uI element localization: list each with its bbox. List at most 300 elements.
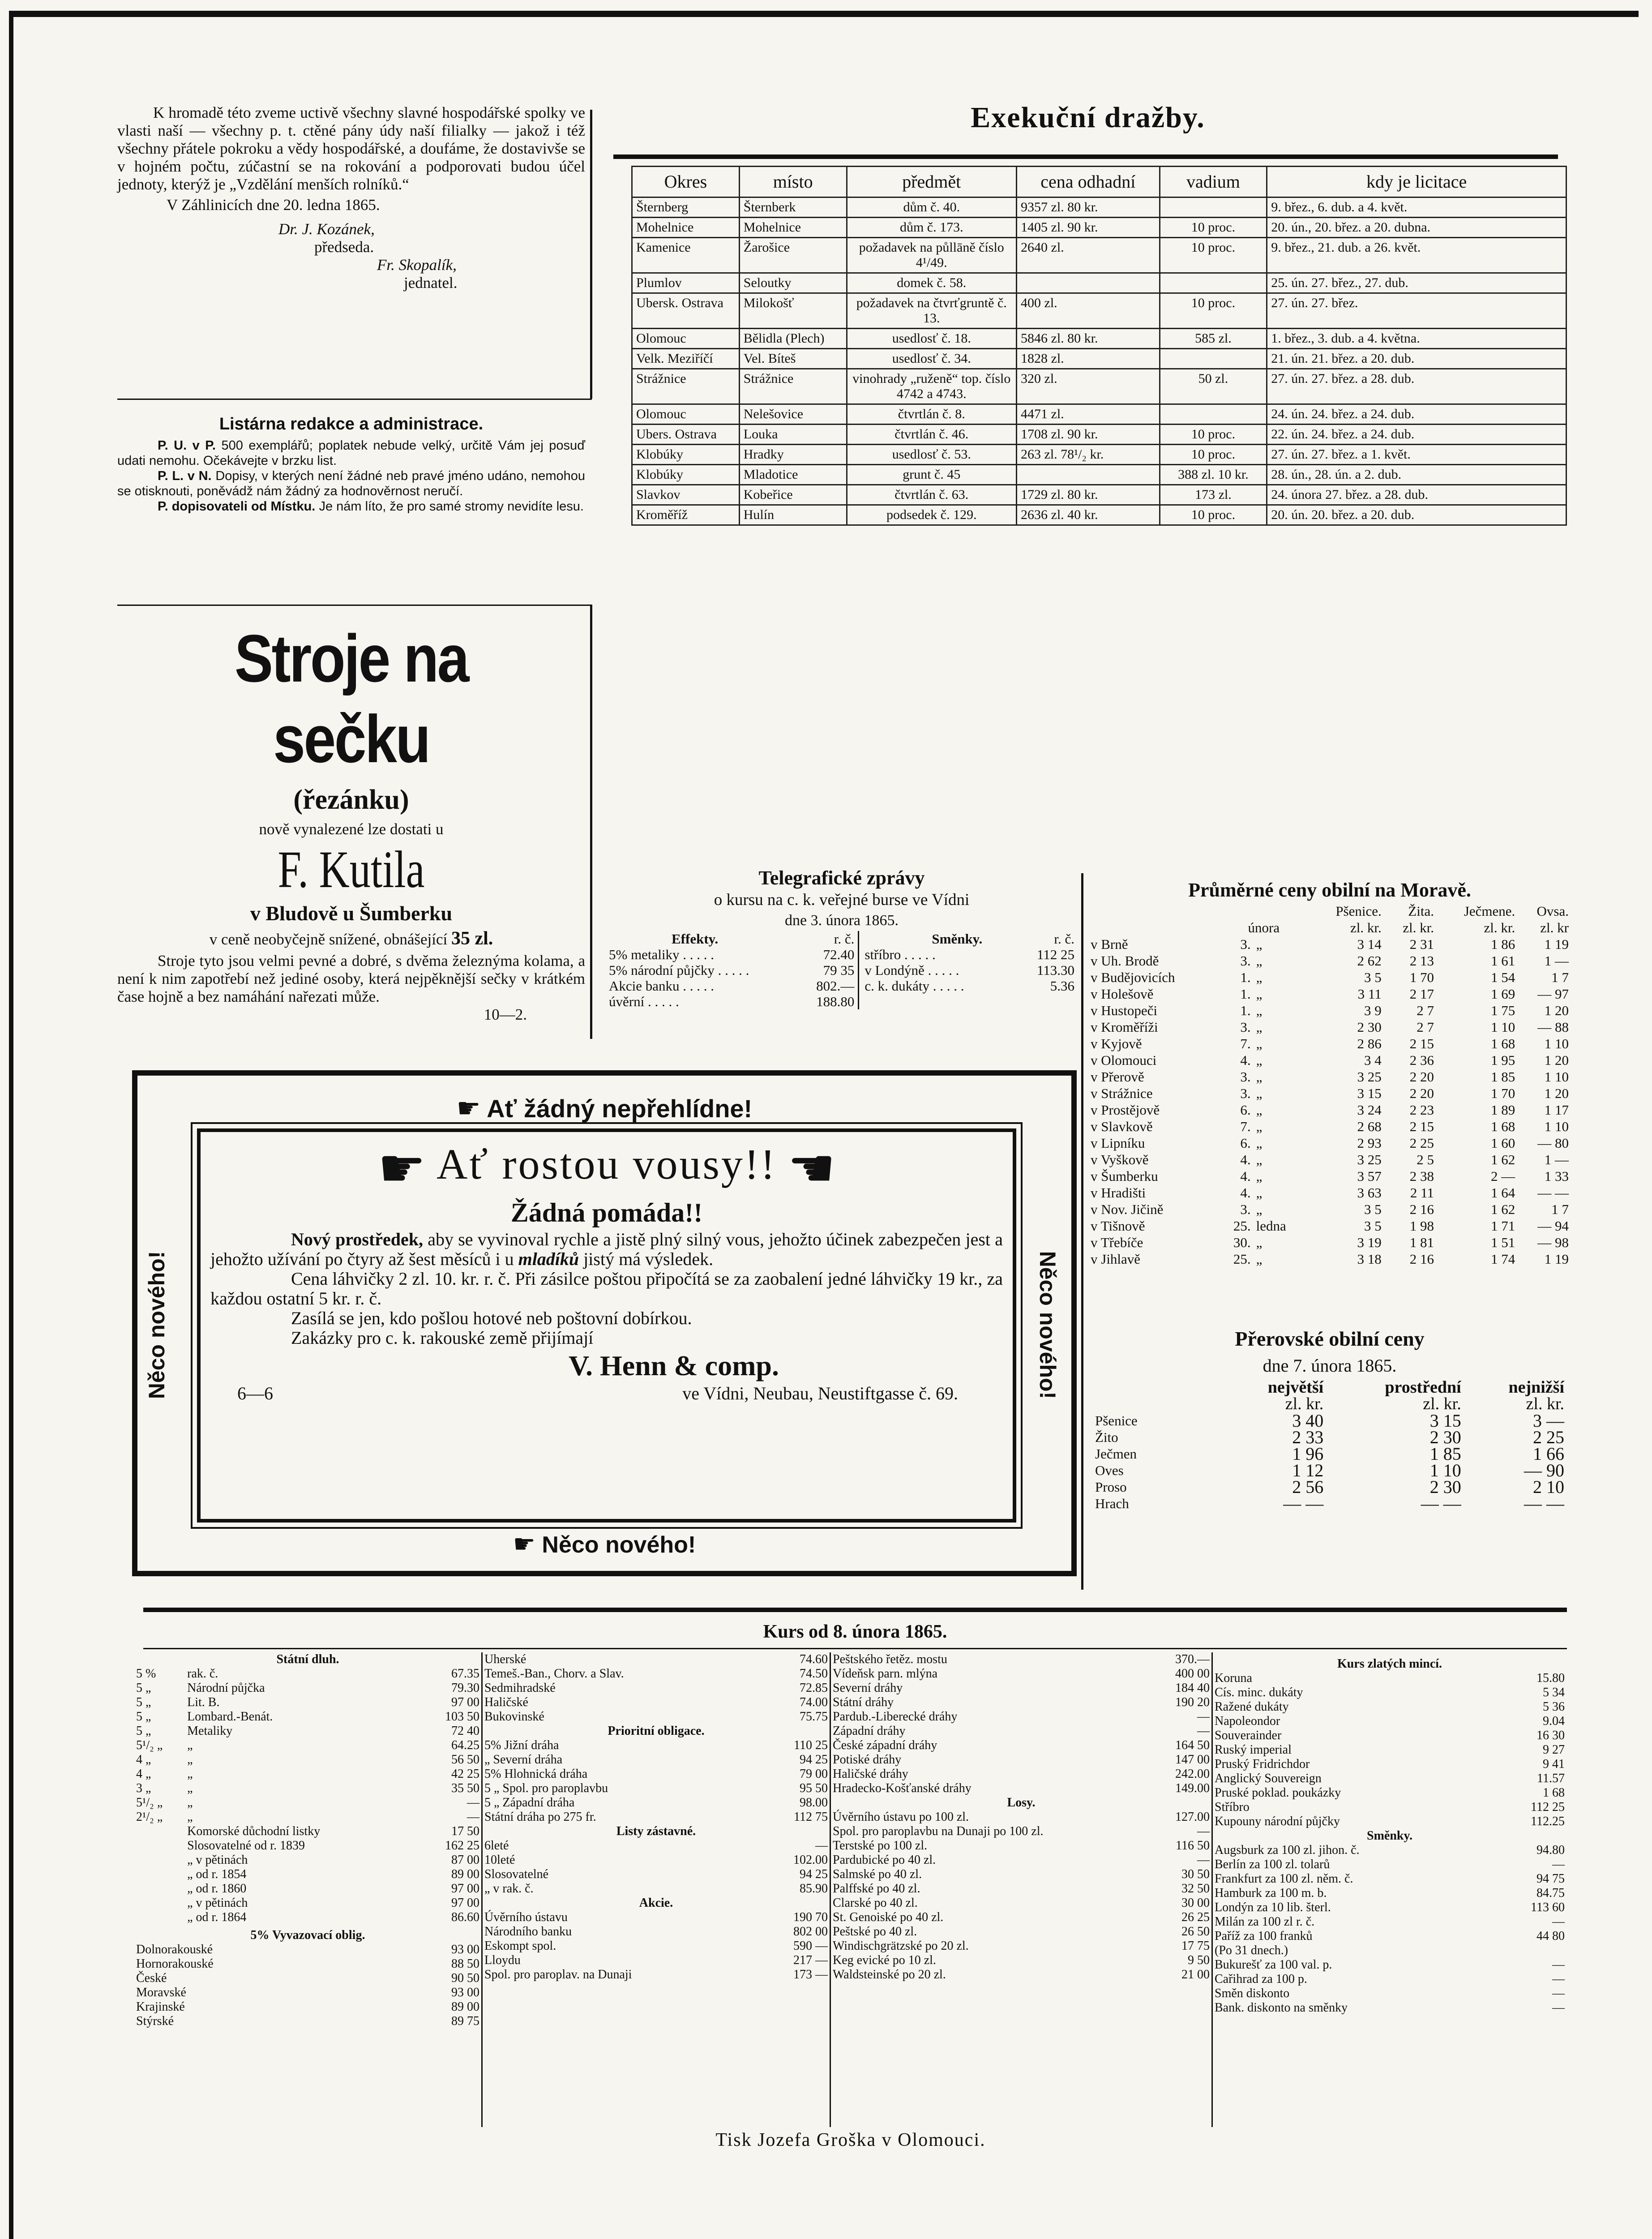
exec-cell: čtvrtlán č. 63. (847, 485, 1016, 505)
kurs-col3-row-label: Státní dráhy (833, 1695, 894, 1709)
exec-cell: čtvrtlán č. 46. (847, 425, 1016, 445)
signer-1: Dr. J. Kozánek, (278, 220, 375, 238)
exec-cell: Klobúky (632, 445, 740, 465)
grain-moravia-body (1088, 936, 1571, 1267)
grain-moravia-row (1088, 969, 1571, 986)
kurs-col4b-row-value: — (1552, 1986, 1565, 2000)
telegraph-left-item (609, 962, 854, 978)
kurs-col1-row-value: 89 00 (451, 1867, 479, 1881)
telegraph-left-item-label: 5% metaliky . . . . . (609, 947, 715, 962)
kurs-col4b-row (1213, 1958, 1566, 1972)
exec-cell: 27. ún. 27. břez. (1267, 293, 1566, 329)
kurs-col1-row (134, 1667, 481, 1681)
kurs-col1-row-rate: 5 „ (136, 1724, 151, 1738)
kurs-col1-row-value: 42 25 (451, 1767, 479, 1781)
vousy-top-banner (358, 1093, 851, 1124)
gm-month: „ (1256, 1119, 1263, 1134)
exec-cell: 9357 zl. 80 kr. (1017, 197, 1160, 218)
exec-cell: usedlosť č. 34. (847, 349, 1016, 369)
kurs-col4-row (1213, 1771, 1566, 1786)
gm-month: „ (1256, 1052, 1263, 1068)
gm-price: 1 64 (1491, 1185, 1515, 1201)
gp-price: 1 10 (1429, 1460, 1461, 1480)
kurs-col3b-row-value: 127.00 (1175, 1810, 1210, 1824)
role-2: jednatel. (404, 274, 458, 292)
kurs-col1-sub: 5% Vyvazovací oblig. (250, 1928, 365, 1942)
gm-month: „ (1256, 1152, 1263, 1167)
kurs-col4b-row (1213, 1986, 1566, 2001)
telegraph-right-list (865, 947, 1074, 994)
exec-cell: Kroměříž (632, 505, 740, 525)
kurs-col3-row-value: 164 50 (1175, 1738, 1210, 1752)
kurs-col1-row-rate: 5 % (136, 1667, 156, 1681)
kurs-col1-head: Státní dluh. (276, 1652, 339, 1666)
kurs-col3b-row-label: Pardubické po 40 zl. (833, 1853, 936, 1867)
kurs-col1-row-label: „ (187, 1810, 193, 1824)
kurs-col1-row-rate (134, 1853, 185, 1867)
exec-cell: 320 zl. (1017, 369, 1160, 404)
kurs-col1-row-label: „ od r. 1864 (187, 1910, 247, 1924)
kurs-col1-row (134, 1853, 481, 1867)
exec-h-okres: Okres (632, 167, 740, 197)
kurs-col2c-body (483, 1839, 830, 1896)
kurs-col3-row-label: Haličské dráhy (833, 1767, 908, 1781)
exec-row (632, 404, 1566, 425)
kurs-col3b-row-label: Waldsteinské po 20 zl. (833, 1968, 946, 1982)
kurs-col1b-row-value: 89 00 (451, 2000, 479, 2014)
kurs-col2d-row (483, 1939, 830, 1953)
grain-prerov-row (1092, 1479, 1567, 1495)
kurs-col4b-row-label: Hamburk za 100 m. b. (1215, 1886, 1327, 1900)
appeal-text: K hromadě této zveme uctivě všechny slavné hospodářské spolky ve vlasti naší — všechny p. t. ctěné pány údy naší filialky — jakož i též všechny přátele pokroku a vědy hospodářské, a doufáme, že dostavivše se v hojném počtu, zúčastní se na rokování a podporovati budou účel jednoty, kterýž je „Vzdělání menších rolníků.“ (117, 104, 585, 193)
telegraph-left-item-value: 802.— (816, 978, 855, 994)
kurs-col3-row-label: Hradecko-Košťanské dráhy (833, 1781, 972, 1795)
kurs-col2-row-label: Bukovinské (484, 1710, 544, 1724)
exec-cell: 263 zl. 78¹/₂ kr. (1017, 445, 1160, 465)
kurs-col3-row-value: — (1197, 1710, 1210, 1724)
vousy-top-banner-text: Ať žádný nepřehlídne! (487, 1094, 753, 1123)
kurs-col1-row (134, 1867, 481, 1882)
gm-price: 2 62 (1357, 953, 1382, 969)
kurs-col4b-row-value: — (1552, 1972, 1565, 1986)
exec-cell: Vel. Bíteš (739, 349, 847, 369)
kurs-col3-body (831, 1652, 1211, 1796)
gm-town: v Jihlavě (1091, 1251, 1141, 1267)
gm-price: 2 13 (1409, 953, 1434, 969)
grain-moravia-row (1088, 936, 1571, 952)
gm-price: — 80 (1537, 1135, 1569, 1151)
kurs-col4b-row-label: Cařihrad za 100 p. (1215, 1972, 1307, 1986)
kurs-col2-sub3: Akcie. (639, 1896, 673, 1910)
kurs-col4b-row (1213, 1915, 1566, 1929)
kurs-col1b-row-label: Dolnorakouské (136, 1943, 213, 1956)
kurs-col1-row (134, 1710, 481, 1724)
stroje-sub: (řezánku) (293, 785, 409, 815)
gm-month: „ (1256, 953, 1263, 969)
exec-cell: 173 zl. (1160, 485, 1267, 505)
kurs-col1-row (134, 1882, 481, 1896)
signer-2: Fr. Skopalík, (377, 256, 457, 274)
kurs-col2d-row-label: Spol. pro paroplav. na Dunaji (484, 1968, 632, 1982)
kurs-col2b-row-value: 110 25 (794, 1738, 828, 1752)
gm-month: „ (1256, 1235, 1263, 1250)
kurs-col2d-row-value: 802 00 (793, 1925, 828, 1939)
gm-price: 1 51 (1491, 1235, 1515, 1250)
telegraph-left-item (609, 947, 854, 962)
exec-row (632, 425, 1566, 445)
listarna-item-2 (117, 468, 585, 499)
telegraph-left-item-label: 5% národní půjčky . . . . . (609, 962, 749, 978)
gp-price: — — (1283, 1493, 1324, 1514)
kurs-col1-row-value: 72 40 (451, 1724, 479, 1738)
gm-day: 3. (1240, 953, 1251, 969)
kurs-col1-row-value: — (467, 1810, 479, 1824)
kurs-col3b-row-value: 9 50 (1188, 1953, 1210, 1967)
kurs-col2-row-label: Sedmihradské (484, 1681, 556, 1695)
grain-moravia-row (1088, 1035, 1571, 1052)
kurs-col1b-row-label: Krajinské (136, 2000, 185, 2014)
kurs-col-3 (831, 1652, 1213, 2127)
gp-crop: Ječmen (1095, 1446, 1137, 1462)
kurs-col2-body (483, 1652, 830, 1724)
gp-price: 2 30 (1429, 1427, 1461, 1447)
kurs-col2c-row-label: Slosovatelné (484, 1867, 549, 1881)
kurs-col4-row-value: 9.04 (1543, 1714, 1565, 1728)
kurs-col3b-row-value: — (1197, 1853, 1210, 1867)
kurs-col3-row-label: Severní dráhy (833, 1681, 903, 1695)
stroje-rule (117, 605, 592, 606)
kurs-col3b-row-value: 26 25 (1181, 1910, 1210, 1924)
exec-cell: usedlosť č. 53. (847, 445, 1016, 465)
exec-cell: 10 proc. (1160, 505, 1267, 525)
kurs-col2d-row-value: 190 70 (793, 1910, 828, 1924)
gm-price: 3 57 (1357, 1168, 1382, 1184)
kurs-col4-row-value: 112.25 (1531, 1814, 1565, 1828)
gm-price: 2 86 (1357, 1036, 1382, 1051)
grain-moravia-row (1088, 1251, 1571, 1267)
footer-imprint: Tisk Jozefa Groška v Olomouci. (715, 2130, 986, 2150)
kurs-col1-row-value: 86.60 (451, 1910, 479, 1924)
role-1: předseda. (314, 238, 374, 256)
exec-top-rule (613, 154, 1558, 159)
gm-price: 2 11 (1410, 1185, 1434, 1201)
gm-day: 3. (1240, 1201, 1251, 1217)
exec-cell: Hulín (739, 505, 847, 525)
exec-cell: 50 zl. (1160, 369, 1267, 404)
telegraph-left-item (609, 978, 854, 994)
listarna-item-3-text: Je nám líto, že pro samé stromy nevidíte lesu. (319, 499, 584, 514)
gm-month: „ (1256, 1003, 1263, 1018)
kurs-col4b-row-value: — (1552, 1857, 1565, 1871)
listarna-item-1 (117, 438, 585, 468)
gm-day: 1. (1240, 986, 1251, 1002)
exec-cell: Kobeřice (739, 485, 847, 505)
grain-moravia-row (1088, 1234, 1571, 1251)
gp-h-3: nejnižší (1508, 1378, 1564, 1397)
exec-cell: Olomouc (632, 329, 740, 349)
kurs-col1-row-rate: 4 „ (136, 1753, 151, 1767)
kurs-col3b-row (831, 1824, 1211, 1839)
kurs-col1-row-value: 97 00 (451, 1896, 479, 1910)
kurs-col1-row-rate: 5 „ (136, 1710, 151, 1724)
exec-cell: vinohrady „ruženě“ top. číslo 4742 a 4743. (847, 369, 1016, 404)
kurs-col4-head-row (1213, 1652, 1566, 1671)
gm-month: „ (1256, 1185, 1263, 1201)
exec-cell: Velk. Meziříčí (632, 349, 740, 369)
kurs-col2d-row-value: 173 — (793, 1968, 828, 1982)
kurs-col1-row (134, 1910, 481, 1925)
listarna-section (117, 416, 585, 514)
kurs-col4-row (1213, 1757, 1566, 1771)
exec-cell: 24. února 27. břez. a 28. dub. (1267, 485, 1566, 505)
grain-moravia-row (1088, 1218, 1571, 1234)
stroje-body: Stroje tyto jsou velmi pevné a dobré, s dvěma železnýma kolama, a není k nim zapotřebí než jediné osoby, která nejpěknější sečky v krátkém čase hojně a bez namáhání nařezati může. (117, 952, 585, 1005)
kurs-col2c-row-value: — (815, 1839, 828, 1853)
gm-price: 2 36 (1409, 1052, 1434, 1068)
gm-price: 2 30 (1357, 1019, 1382, 1035)
kurs-col1-row-rate: 5¹/₂ „ (136, 1796, 163, 1810)
vousy-sub: Žádná pomáda!! (510, 1197, 703, 1227)
telegraph-right-item-label: c. k. dukáty . . . . . (865, 978, 964, 994)
gm-price: 3 25 (1357, 1152, 1382, 1167)
telegraph-right-item (865, 947, 1074, 962)
telegraph-title: Telegrafické zprávy (758, 867, 925, 889)
kurs-col4b-row-value: 44 80 (1536, 1929, 1565, 1943)
kurs-col3-row-value: — (1197, 1724, 1210, 1738)
kurs-col4b-row-label: Milán za 100 zl r. č. (1215, 1915, 1315, 1929)
hand-right-icon: ☛ (456, 1093, 481, 1123)
stroje-price-lead: v ceně neobyčejně snížené, obnášející (209, 931, 448, 948)
kurs-col-2 (483, 1652, 831, 2127)
gm-month: „ (1256, 1201, 1263, 1217)
kurs-col2d-row-value: 217 — (793, 1953, 828, 1967)
kurs-col1b-row-value: 89 75 (451, 2014, 479, 2028)
telegraph-right-item (865, 962, 1074, 978)
kurs-col3b-row-label: Keg evické po 10 zl. (833, 1953, 936, 1967)
stroje-code: 10—2. (484, 1006, 527, 1023)
grain-moravia-row (1088, 1102, 1571, 1118)
exec-h-vadium: vadium (1160, 167, 1267, 197)
kurs-col2-row-value: 75.75 (800, 1710, 828, 1724)
kurs-col1-row-label: Lit. B. (187, 1695, 220, 1709)
kurs-col2b-row-label: „ Severní dráha (484, 1753, 563, 1767)
exec-row (632, 505, 1566, 525)
kurs-col2b-row-value: 98.00 (800, 1796, 828, 1810)
telegraph-right-item-label: v Londýně . . . . . (865, 962, 959, 978)
kurs-col1-row (134, 1824, 481, 1839)
gm-price: 2 15 (1409, 1036, 1434, 1051)
exec-h-kdy: kdy je licitace (1267, 167, 1566, 197)
kurs-col2b-row (483, 1767, 830, 1781)
gm-town: v Šumberku (1091, 1168, 1158, 1184)
kurs-col4b-row-value: — (1552, 1915, 1565, 1929)
kurs-col1-row-label: „ od r. 1860 (187, 1882, 247, 1896)
vousy-address-row (210, 1384, 1003, 1403)
gm-price: 2 17 (1409, 986, 1434, 1002)
gm-price: — 97 (1537, 986, 1569, 1002)
exec-cell (1017, 465, 1160, 485)
exec-h-predmet: předmět (847, 167, 1016, 197)
gm-day: 1. (1240, 969, 1251, 985)
appeal-date: V Záhlinicích dne 20. ledna 1865. (167, 196, 380, 214)
gm-price: 3 19 (1357, 1235, 1382, 1250)
kurs-col2-row (483, 1710, 830, 1724)
grain-moravia-row (1088, 1068, 1571, 1085)
kurs-col1-row-rate: 3 „ (136, 1781, 151, 1795)
grain-prerov-row (1092, 1462, 1567, 1479)
kurs-col1b-row (134, 1957, 481, 1971)
kurs-col2-sub1: Prioritní obligace. (608, 1724, 705, 1738)
exec-cell: 25. ún. 27. břez., 27. dub. (1267, 273, 1566, 293)
telegraph-left-head (609, 931, 854, 947)
gm-town: v Uh. Brodě (1091, 953, 1159, 969)
exec-cell: 9. břez., 21. dub. a 26. květ. (1267, 238, 1566, 273)
telegraph-left (609, 931, 859, 1009)
kurs-col2b-row-label: 5% Jižní dráha (484, 1738, 559, 1752)
kurs-col3-row (831, 1681, 1211, 1695)
kurs-col2d-row-label: Lloydu (484, 1953, 521, 1967)
kurs-col1b-row (134, 2000, 481, 2014)
grain-prerov-body (1092, 1412, 1567, 1512)
exec-row (632, 485, 1566, 505)
kurs-col1b-row-label: České (136, 1971, 167, 1985)
kurs-col4-sub-row (1213, 1829, 1566, 1843)
kurs-col2d-body (483, 1910, 830, 1982)
kurs-col3b-row-value: 30 00 (1181, 1896, 1210, 1910)
kurs-col1-row-label: Metaliky (187, 1724, 233, 1738)
gm-town: v Prostějově (1091, 1102, 1160, 1118)
hand-right-pointer-icon: ☛ (787, 1138, 836, 1198)
kurs-col3b-row-label: St. Genoiské po 40 zl. (833, 1910, 944, 1924)
stroje-line: nově vynalezené lze dostati u (259, 820, 444, 838)
grain-moravia-row (1088, 1085, 1571, 1102)
kurs-col4-row-value: 5 36 (1543, 1700, 1565, 1714)
grain-prerov-date: dne 7. února 1865. (1263, 1355, 1397, 1376)
telegraph-left-item-value: 79 35 (823, 962, 855, 978)
kurs-col2d-row (483, 1968, 830, 1982)
gm-sub-1: zl. kr. (1350, 920, 1382, 935)
grain-prerov-row (1092, 1495, 1567, 1512)
kurs-col1-row-rate: 5 „ (136, 1681, 151, 1695)
exec-cell: Hradky (739, 445, 847, 465)
kurs-col1-row-label: „ (187, 1738, 193, 1752)
kurs-col3-row-label: Peštského řetěz. mostu (833, 1652, 947, 1666)
kurs-col3-row-label: Západní dráhy (833, 1724, 906, 1738)
telegraph-left-item (609, 994, 854, 1009)
exec-cell: 10 proc. (1160, 425, 1267, 445)
exec-cell: Klobúky (632, 465, 740, 485)
vousy-body1: aby se vyvinoval rychle a jistě plný silný vous, jehožto účinek zabezpečen jest a jehožto užívání po čtyry až šest měsíců i u (210, 1229, 1003, 1269)
kurs-col3-row (831, 1695, 1211, 1710)
exec-cell: čtvrtlán č. 8. (847, 404, 1016, 425)
kurs-col4-row (1213, 1786, 1566, 1800)
gm-price: 2 — (1491, 1168, 1515, 1184)
kurs-col4b-row (1213, 1929, 1566, 1943)
grain-prerov-title: Přerovské obilní ceny (1235, 1327, 1425, 1350)
kurs-col2b-row (483, 1738, 830, 1753)
kurs-col3-row (831, 1738, 1211, 1753)
exec-cell: 585 zl. (1160, 329, 1267, 349)
kurs-col1-row-label: „ (187, 1796, 193, 1810)
gm-day: 6. (1240, 1102, 1251, 1118)
kurs-col2d-row (483, 1953, 830, 1968)
kurs-col4b-row-label: Bank. diskonto na směnky (1215, 2001, 1348, 2015)
gm-price: 2 15 (1409, 1119, 1434, 1134)
gm-price: 1 71 (1491, 1218, 1515, 1234)
gm-day: 30. (1233, 1235, 1251, 1250)
kurs-col4b-row-label: Frankfurt za 100 zl. něm. č. (1215, 1872, 1353, 1886)
kurs-col1b-row (134, 2014, 481, 2029)
kurs-col2-row (483, 1652, 830, 1667)
gm-town: v Tišnově (1091, 1218, 1145, 1234)
exec-row (632, 293, 1566, 329)
exec-cell: Seloutky (739, 273, 847, 293)
kurs-col1-row-rate: 5¹/₂ „ (136, 1738, 163, 1752)
kurs-col1-row-value: 87 00 (451, 1853, 479, 1867)
exec-cell: Plumlov (632, 273, 740, 293)
gp-u-3: zl. kr. (1526, 1394, 1564, 1413)
gm-town: v Kroměříži (1091, 1019, 1158, 1035)
gm-day: 3. (1240, 1019, 1251, 1035)
kurs-col4-row-value: 15.80 (1536, 1671, 1565, 1685)
kurs-col2c-row (483, 1867, 830, 1882)
kurs-col3b-row-value: 30 50 (1181, 1867, 1210, 1881)
exec-cell: Šternberg (632, 197, 740, 218)
telegraph-tables (609, 931, 1074, 1009)
gm-day: 4. (1240, 1168, 1251, 1184)
exec-cell: domek č. 58. (847, 273, 1016, 293)
kurs-col3b-body (831, 1810, 1211, 1982)
kurs-col4-row-label: Ruský imperial (1215, 1743, 1292, 1757)
exec-cell: 21. ún. 21. břez. a 20. dub. (1267, 349, 1566, 369)
gm-price: 3 63 (1357, 1185, 1382, 1201)
kurs-col1b-row-value: 88 50 (451, 1957, 479, 1971)
gm-price: 1 19 (1544, 1251, 1569, 1267)
kurs-col2d-row-label: Úvěrního ústavu (484, 1910, 568, 1924)
exec-cell: 22. ún. 24. břez. a 24. dub. (1267, 425, 1566, 445)
kurs-col3b-row-value: 116 50 (1176, 1839, 1210, 1853)
exec-cell (1160, 404, 1267, 425)
gm-price: 1 20 (1544, 1085, 1569, 1101)
gp-crop: Hrach (1095, 1496, 1129, 1511)
gm-town: v Budějovicích (1091, 969, 1175, 985)
kurs-col1-row-rate: 4 „ (136, 1767, 151, 1781)
exec-body (632, 197, 1566, 525)
kurs-col4b-row (1213, 1943, 1566, 1958)
kurs-col1b-row (134, 1971, 481, 1986)
kurs-col3b-row-label: Clarské po 40 zl. (833, 1896, 918, 1910)
grain-moravia-row (1088, 1052, 1571, 1068)
gm-price: 1 17 (1544, 1102, 1569, 1118)
kurs-col2-row-label: Temeš.-Ban., Chorv. a Slav. (484, 1667, 624, 1681)
kurs-col4b-row-value: 113 60 (1531, 1900, 1565, 1914)
vousy-bottom-banner (448, 1529, 761, 1559)
gm-month: „ (1256, 1069, 1263, 1085)
gm-month: „ (1256, 969, 1263, 985)
kurs-col2d-row-label: Národního banku (484, 1925, 572, 1939)
kurs-col1-row (134, 1796, 481, 1810)
gm-day: 4. (1240, 1052, 1251, 1068)
kurs-col3-sub: Losy. (1007, 1796, 1036, 1810)
exec-cell (1160, 197, 1267, 218)
kurs-col1b-row-label: Hornorakouské (136, 1957, 214, 1971)
kurs-col2-sub1-row (483, 1724, 830, 1738)
kurs-col3b-row-label: Terstské po 100 zl. (833, 1839, 928, 1853)
vousy-content (210, 1137, 1003, 1403)
grain-prerov-table (1092, 1379, 1567, 1512)
vousy-headline-row (210, 1137, 1003, 1196)
kurs-col3-row-value: 242.00 (1175, 1767, 1210, 1781)
